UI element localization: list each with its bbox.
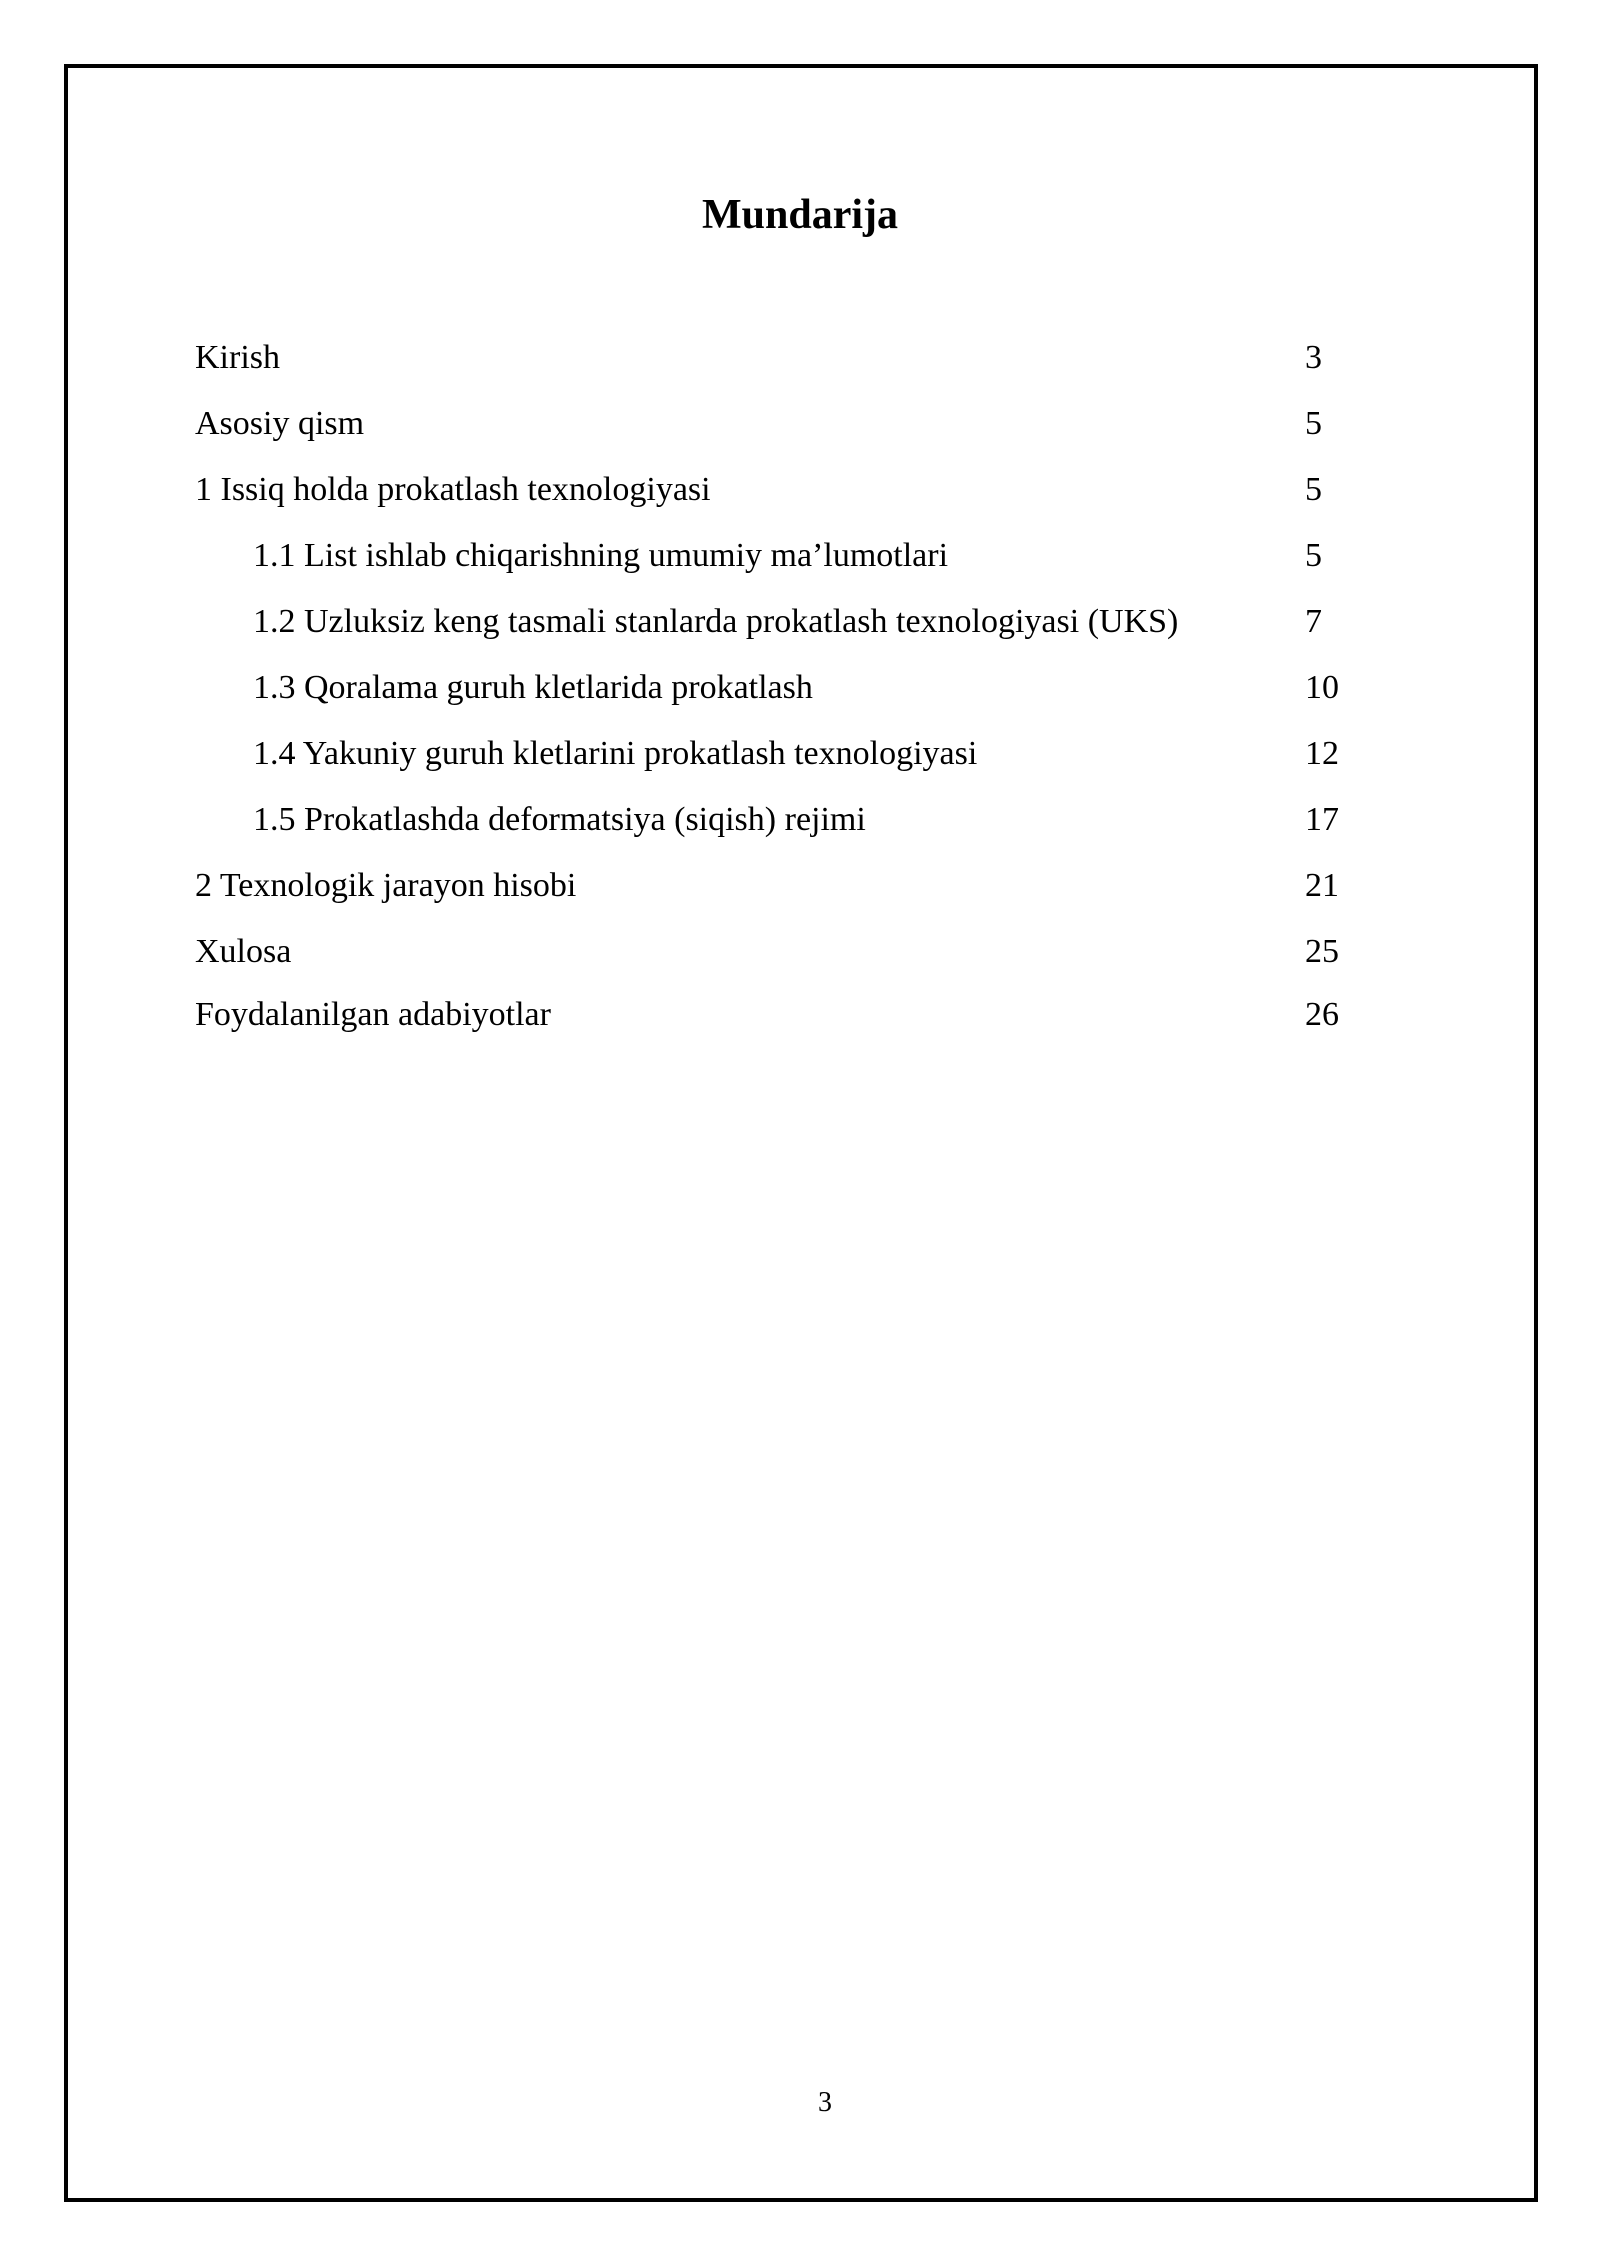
page-number: 3 — [818, 2087, 832, 2118]
toc-entry-label: Kirish — [195, 339, 280, 376]
toc-entry-section-1-1[interactable] — [195, 523, 1375, 589]
toc-entry-page: 26 — [1305, 996, 1339, 1033]
toc-entry-chapter-2[interactable] — [195, 853, 1375, 919]
toc-entry-references[interactable] — [195, 985, 1375, 1045]
toc-entry-label: 1.2 Uzluksiz keng tasmali stanlarda prokatlash texnologiyasi (UKS) — [253, 603, 1179, 640]
toc-entry-section-1-5[interactable] — [195, 787, 1375, 853]
toc-entry-page: 10 — [1305, 669, 1339, 706]
toc-entry-label: 1.4 Yakuniy guruh kletlarini prokatlash texnologiyasi — [253, 735, 978, 772]
toc-entry-page: 21 — [1305, 867, 1339, 904]
toc-entry-xulosa[interactable] — [195, 919, 1375, 985]
toc-entry-label: 1.1 List ishlab chiqarishning umumiy ma’lumotlari — [253, 537, 949, 574]
toc-entry-section-1-4[interactable] — [195, 721, 1375, 787]
toc-entry-kirish[interactable] — [195, 325, 1375, 391]
toc-entry-page: 25 — [1305, 933, 1339, 970]
toc-entry-label: 1.5 Prokatlashda deformatsiya (siqish) rejimi — [253, 801, 866, 838]
toc-entry-label: 2 Texnologik jarayon hisobi — [195, 867, 577, 904]
toc-entry-page: 3 — [1305, 339, 1322, 376]
toc-entry-label: 1 Issiq holda prokatlash texnologiyasi — [195, 471, 711, 508]
toc-entry-chapter-1[interactable] — [195, 457, 1375, 523]
toc-entry-section-1-2[interactable] — [195, 589, 1375, 655]
toc-entry-section-1-3[interactable] — [195, 655, 1375, 721]
toc-entry-page: 12 — [1305, 735, 1339, 772]
table-of-contents — [195, 325, 1375, 1045]
toc-entry-label: Foydalanilgan adabiyotlar — [195, 996, 551, 1033]
toc-entry-page: 5 — [1305, 537, 1322, 574]
toc-entry-label: Asosiy qism — [195, 405, 365, 442]
toc-entry-page: 5 — [1305, 471, 1322, 508]
toc-entry-asosiy-qism[interactable] — [195, 391, 1375, 457]
toc-entry-page: 5 — [1305, 405, 1322, 442]
toc-entry-label: Xulosa — [195, 933, 292, 970]
page-title: Mundarija — [701, 192, 898, 238]
toc-entry-page: 7 — [1305, 603, 1322, 640]
toc-entry-label: 1.3 Qoralama guruh kletlarida prokatlash — [253, 669, 813, 706]
toc-entry-page: 17 — [1305, 801, 1339, 838]
